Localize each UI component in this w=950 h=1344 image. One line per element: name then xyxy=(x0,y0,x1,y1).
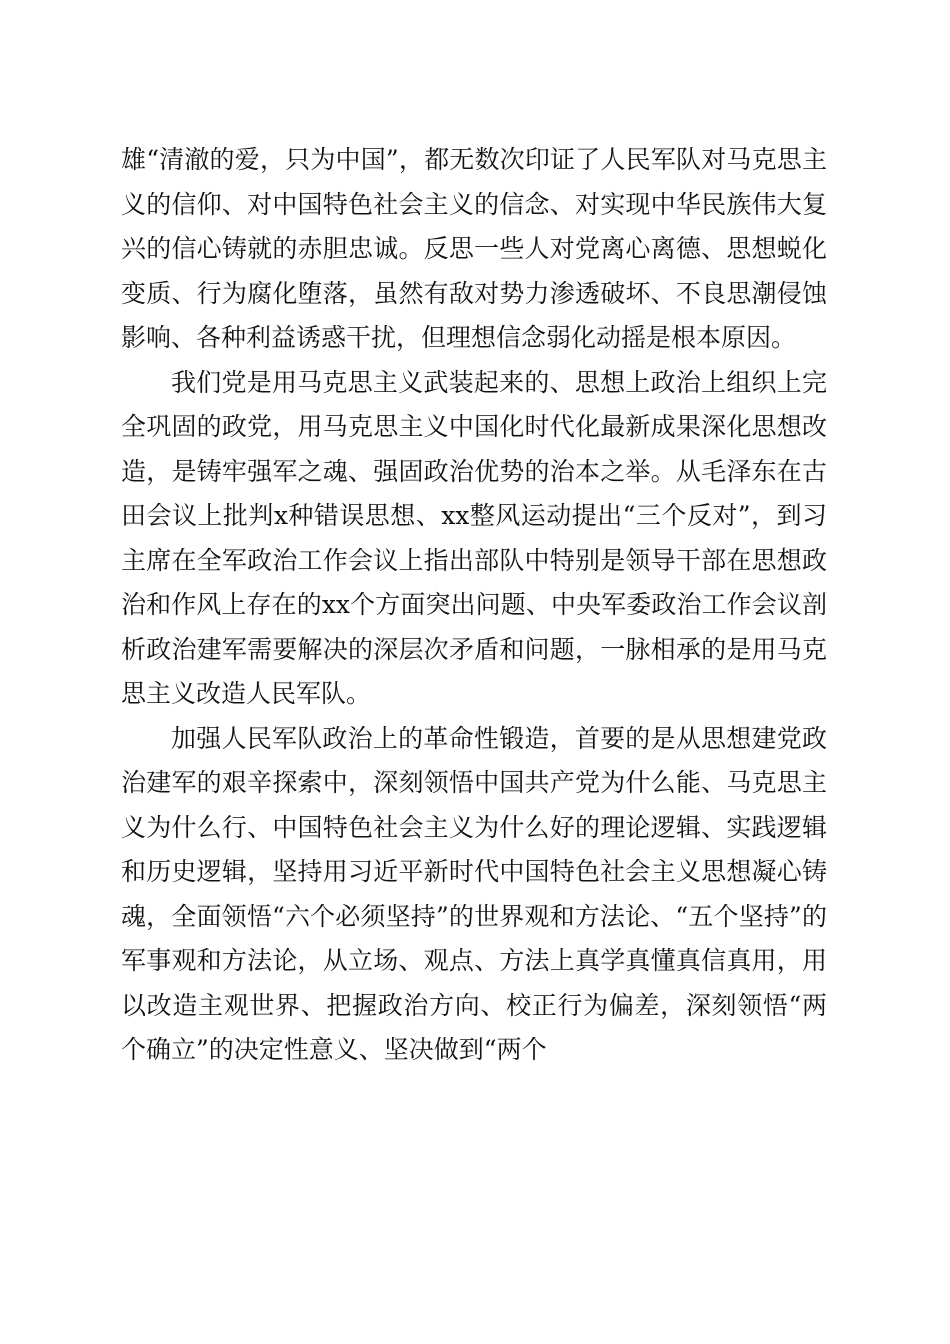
paragraph-continued: 雄“清澈的爱，只为中国”，都无数次印证了人民军队对马克思主义的信仰、对中国特色社会主义的信念、对实现中华民族伟大复兴的信心铸就的赤胆忠诚。反思一些人对党离心离德、思想蜕化变质、行为腐化堕落，虽然有敌对势力渗透破坏、不良思潮侵蚀影响、各种利益诱惑干扰，但理想信念弱化动摇是根本原因。 xyxy=(121,145,827,352)
paragraph: 我们党是用马克思主义武装起来的、思想上政治上组织上完全巩固的政党，用马克思主义中国化时代化最新成果深化思想改造，是铸牢强军之魂、强固政治优势的治本之举。从毛泽东在古田会议上批判x种错误思想、xx整风运动提出“三个反对”，到习主席在全军政治工作会议上指出部队中特别是领导干部在思想政治和作风上存在的xx个方面突出问题、中央军委政治工作会议剖析政治建军需要解决的深层次矛盾和问题，一脉相承的是用马克思主义改造人民军队。 xyxy=(121,367,827,708)
paragraph: 加强人民军队政治上的革命性锻造，首要的是从思想建党政治建军的艰辛探索中，深刻领悟中国共产党为什么能、马克思主义为什么行、中国特色社会主义为什么好的理论逻辑、实践逻辑和历史逻辑，坚持用习近平新时代中国特色社会主义思想凝心铸魂，全面领悟“六个必须坚持”的世界观和方法论、“五个坚持”的军事观和方法论，从立场、观点、方法上真学真懂真信真用，用以改造主观世界、把握政治方向、校正行为偏差，深刻领悟“两个确立”的决定性意义、坚决做到“两个 xyxy=(121,723,827,1064)
document-body xyxy=(121,138,827,1073)
